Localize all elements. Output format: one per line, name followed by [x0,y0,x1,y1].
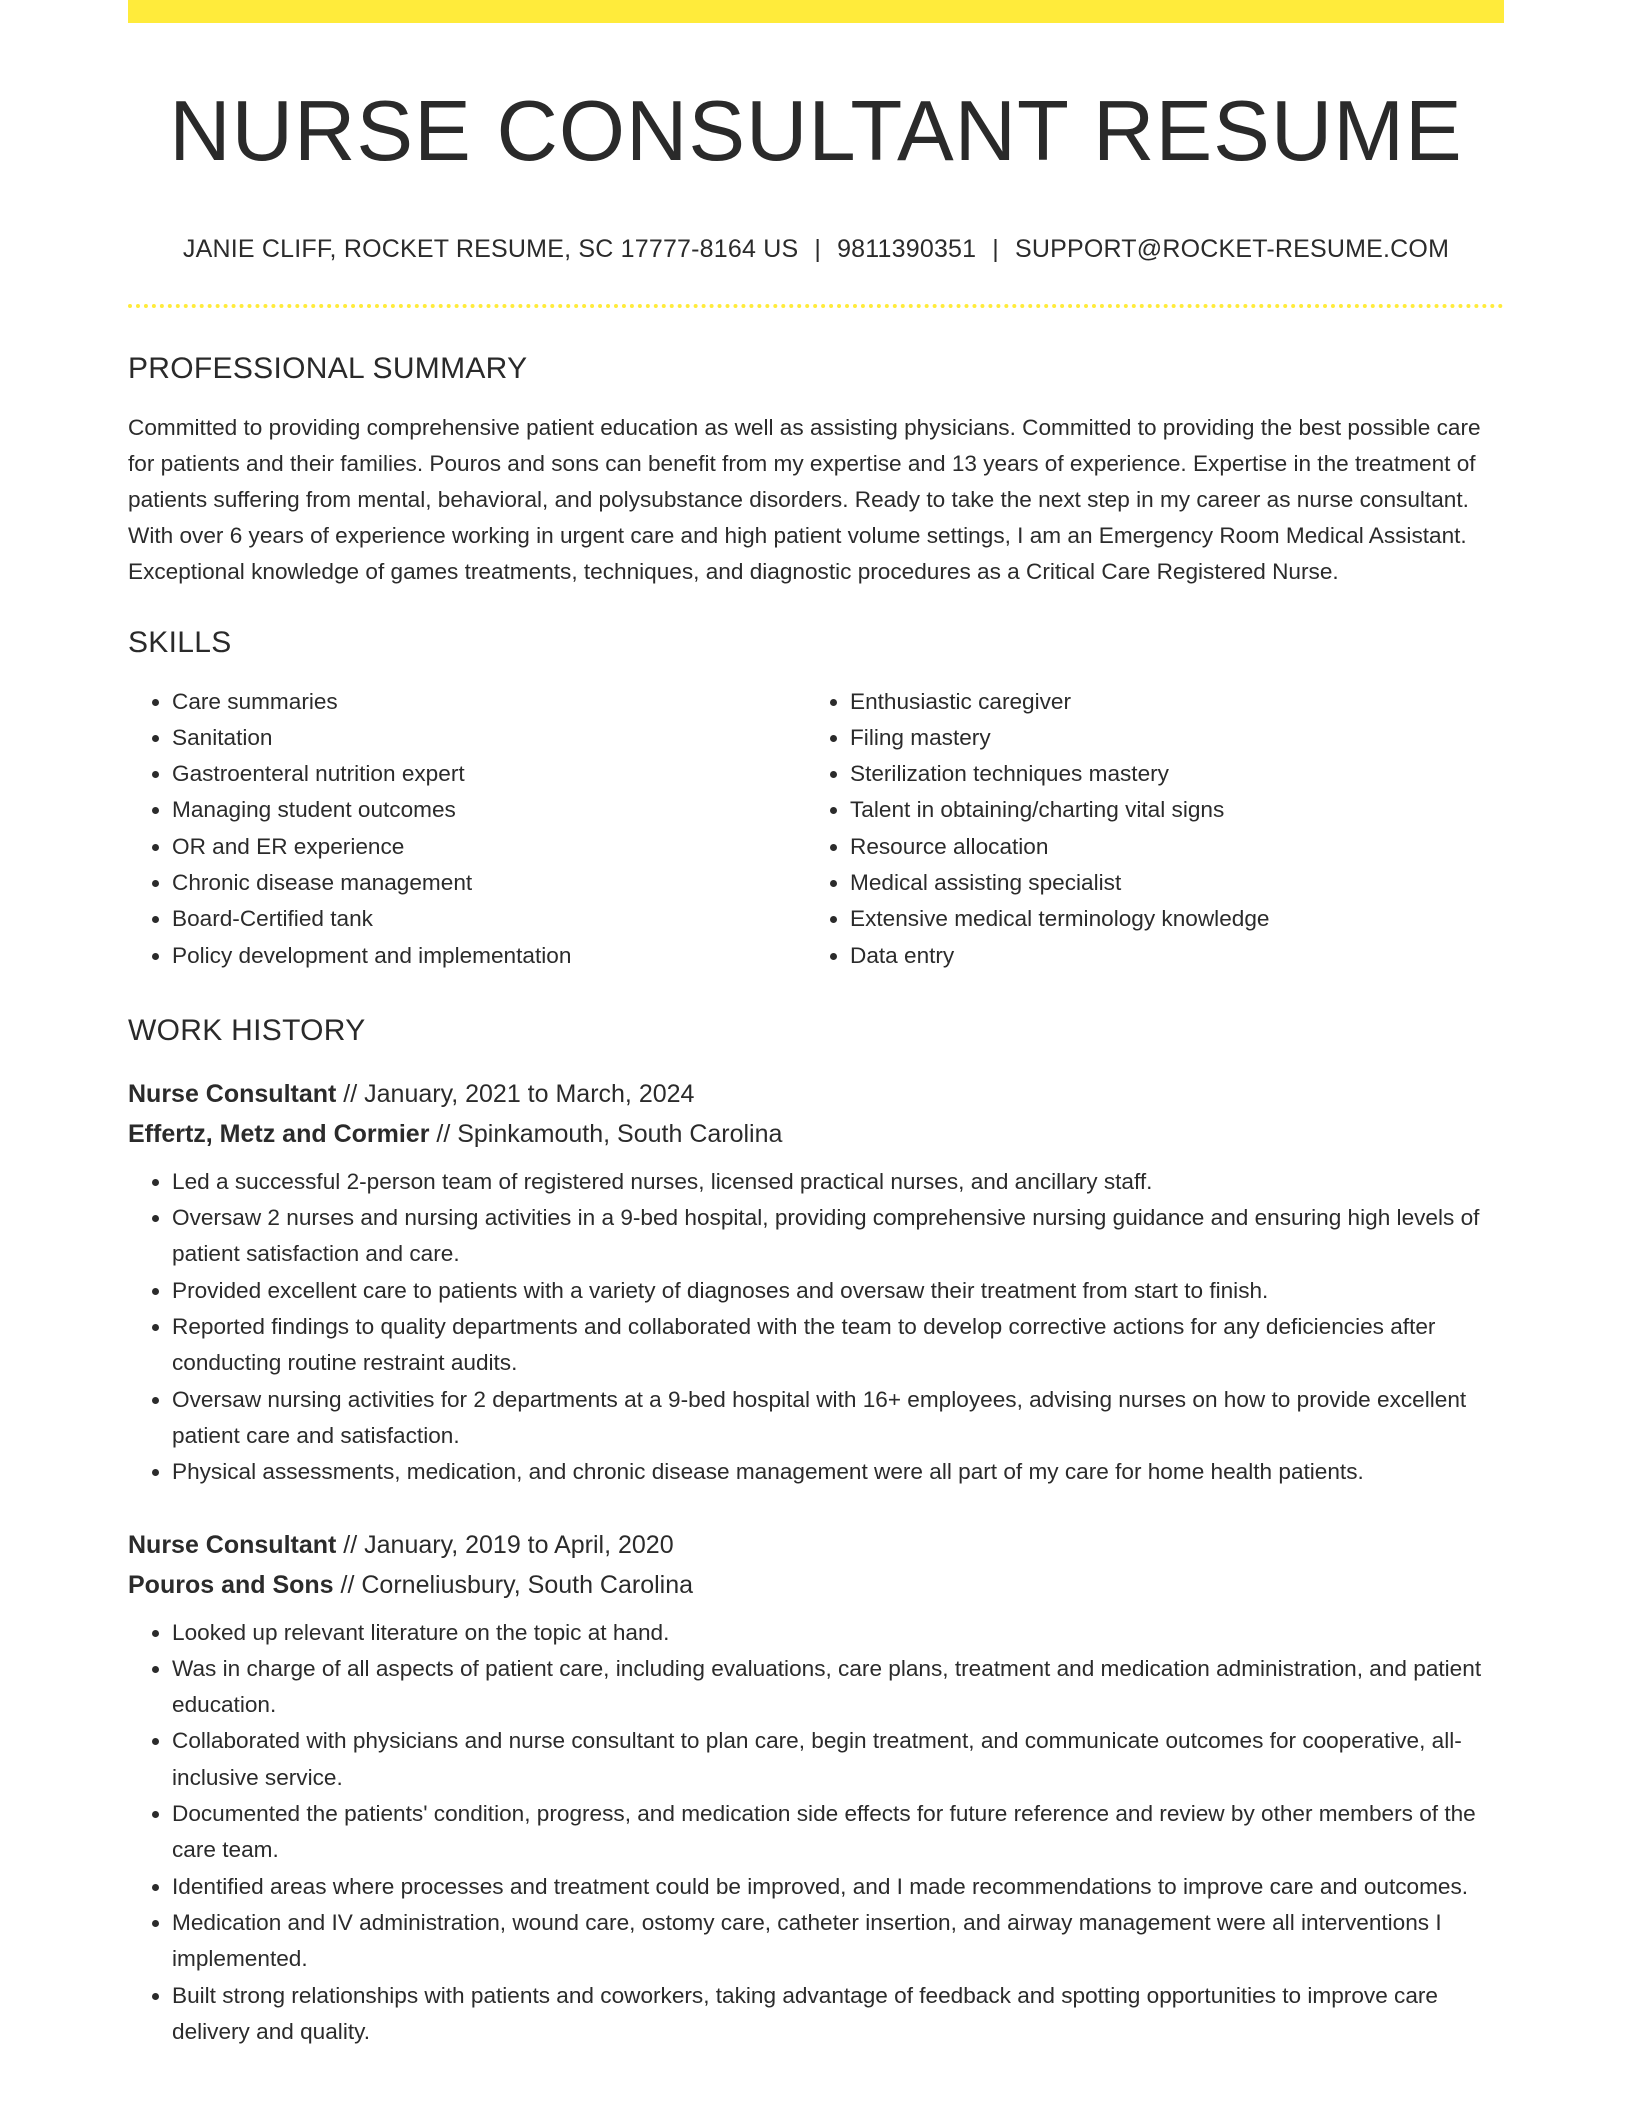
job-bullet: • Reported findings to quality departments and collaborated with the team to develop corrective actions for any deficiencies after conducting routine restraint audits. [172,1309,1504,1382]
skill-item: • Data entry [850,938,1484,974]
header-divider [128,304,1504,308]
job-bullet: • Physical assessments, medication, and chronic disease management were all part of my care for home health patients. [172,1454,1504,1490]
skill-item: • OR and ER experience [172,829,806,865]
skill-item: • Sanitation [172,720,806,756]
job-bullet: • Identified areas where processes and treatment could be improved, and I made recommendations to improve care and outcomes. [172,1869,1504,1905]
skill-item: • Sterilization techniques mastery [850,756,1484,792]
summary-heading: PROFESSIONAL SUMMARY [128,351,528,385]
skills-left-list [128,684,806,974]
job-bullet: • Oversaw nursing activities for 2 departments at a 9-bed hospital with 16+ employees, advising nurses on how to provide excellent patient care and satisfaction. [172,1382,1504,1455]
job-bullet: • Provided excellent care to patients with a variety of diagnoses and oversaw their treatment from start to finish. [172,1273,1504,1309]
job-bullet: • Documented the patients' condition, progress, and medication side effects for future reference and review by other members of the care team. [172,1796,1504,1869]
job-entry [128,1525,1504,2051]
skills-heading: SKILLS [128,625,232,659]
skill-item: • Medical assisting specialist [850,865,1484,901]
job-bullet: • Medication and IV administration, wound care, ostomy care, catheter insertion, and airway management were all interventions I implemented. [172,1905,1504,1978]
contact-separator: | [814,234,822,263]
job-bullet: • Built strong relationships with patients and coworkers, taking advantage of feedback and spotting opportunities to improve care delivery and quality. [172,1978,1504,2051]
contact-line [128,235,1504,264]
skill-item: • Policy development and implementation [172,938,806,974]
job-location: // Spinkamouth, South Carolina [429,1119,783,1148]
job-company-line [128,1565,1504,1605]
skill-item: • Chronic disease management [172,865,806,901]
work-history-heading: WORK HISTORY [128,1013,366,1047]
skill-item: • Talent in obtaining/charting vital signs [850,792,1484,828]
skill-item: • Extensive medical terminology knowledge [850,901,1484,937]
skill-item: • Gastroenteral nutrition expert [172,756,806,792]
job-bullets [128,1164,1504,1491]
job-entry [128,1074,1504,1491]
summary-text: Committed to providing comprehensive patient education as well as assisting physicians. Committed to providing the best possible care for patients and their families. Pouros and sons can benefit from my expertise and 13 years of experience. Expertise in the treatment of patients suffering from mental, behavioral, and polysubstance disorders. Ready to take the next step in my career as nurse consultant. With over 6 years of experience working in urgent care and high patient volume settings, I am an Emergency Room Medical Assistant. Exceptional knowledge of games treatments, techniques, and diagnostic procedures as a Critical Care Registered Nurse. [128,414,1481,584]
skill-item: • Filing mastery [850,720,1484,756]
job-dates: // January, 2019 to April, 2020 [336,1530,674,1559]
contact-separator: | [992,234,999,263]
job-title: Nurse Consultant [128,1530,337,1559]
accent-bar [128,0,1504,23]
skills-right-list [806,684,1484,974]
contact-phone: 9811390351 [837,234,977,263]
skill-item: • Care summaries [172,684,806,720]
resume-page [128,0,1504,2050]
contact-email: SUPPORT@ROCKET-RESUME.COM [1014,234,1450,263]
job-company: Pouros and Sons [128,1570,334,1599]
job-bullet: • Was in charge of all aspects of patient care, including evaluations, care plans, treatment and medication administration, and patient education. [172,1651,1504,1724]
job-bullet: • Oversaw 2 nurses and nursing activities in a 9-bed hospital, providing comprehensive nursing guidance and ensuring high levels of patient satisfaction and care. [172,1200,1504,1273]
resume-title: NURSE CONSULTANT RESUME [169,84,1463,179]
job-bullets [128,1615,1504,2051]
skill-item: • Board-Certified tank [172,901,806,937]
job-title: Nurse Consultant [128,1079,337,1108]
job-title-line [128,1074,1504,1114]
job-company-line [128,1114,1504,1154]
job-bullet: • Collaborated with physicians and nurse consultant to plan care, begin treatment, and communicate outcomes for cooperative, all-inclusive service. [172,1723,1504,1796]
job-bullet: • Looked up relevant literature on the topic at hand. [172,1615,1504,1651]
job-location: // Corneliusbury, South Carolina [333,1570,694,1599]
job-company: Effertz, Metz and Cormier [128,1119,430,1148]
contact-address: JANIE CLIFF, ROCKET RESUME, SC 17777-8164 US [182,234,799,263]
skill-item: • Resource allocation [850,829,1484,865]
skills-columns [128,684,1504,974]
job-title-line [128,1525,1504,1565]
job-dates: // January, 2021 to March, 2024 [336,1079,695,1108]
job-bullet: • Led a successful 2-person team of registered nurses, licensed practical nurses, and ancillary staff. [172,1164,1504,1200]
skill-item: • Enthusiastic caregiver [850,684,1484,720]
skill-item: • Managing student outcomes [172,792,806,828]
